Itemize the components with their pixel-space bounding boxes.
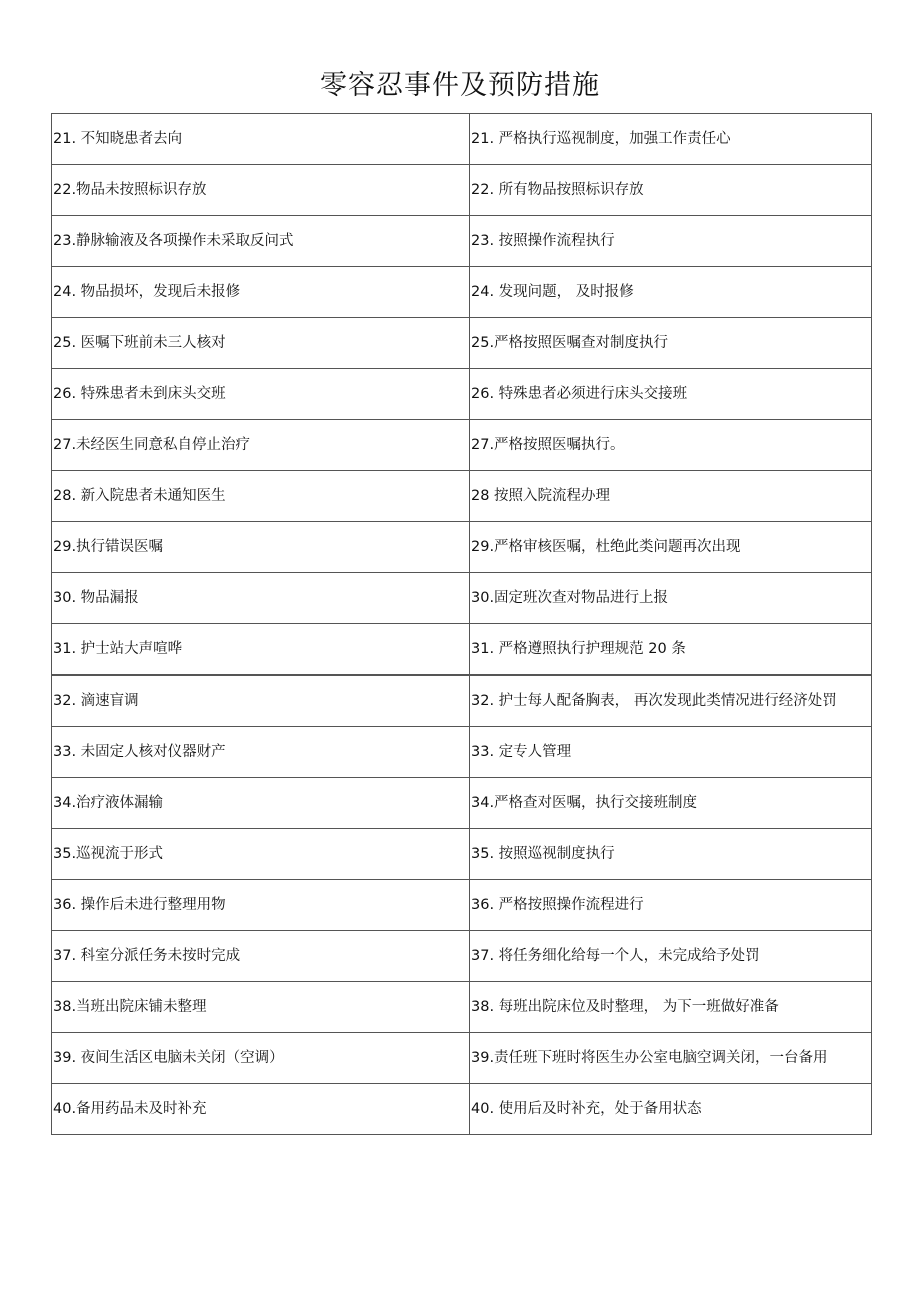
- page-title: 零容忍事件及预防措施: [320, 70, 600, 101]
- event-cell: 25. 医嘱下班前未三人核对: [52, 318, 470, 369]
- measure-cell: 31. 严格遵照执行护理规范 20 条: [470, 624, 872, 676]
- table-row: [52, 880, 872, 931]
- event-cell: 40.备用药品未及时补充: [52, 1084, 470, 1135]
- event-cell: 35.巡视流于形式: [52, 829, 470, 880]
- table-row: [52, 829, 872, 880]
- event-cell: 39. 夜间生活区电脑未关闭（空调）: [52, 1033, 470, 1084]
- event-cell: 23.静脉输液及各项操作未采取反问式: [52, 216, 470, 267]
- table-row: [52, 420, 872, 471]
- measure-cell: 35. 按照巡视制度执行: [470, 829, 872, 880]
- measure-cell: 38. 每班出院床位及时整理， 为下一班做好准备: [470, 982, 872, 1033]
- event-cell: 26. 特殊患者未到床头交班: [52, 369, 470, 420]
- table-body: [52, 114, 872, 1135]
- measure-cell: 40. 使用后及时补充，处于备用状态: [470, 1084, 872, 1135]
- measure-cell: 34.严格查对医嘱，执行交接班制度: [470, 778, 872, 829]
- table-row: [52, 573, 872, 624]
- event-cell: 38.当班出院床铺未整理: [52, 982, 470, 1033]
- event-cell: 31. 护士站大声喧哗: [52, 624, 470, 676]
- event-cell: 27.未经医生同意私自停止治疗: [52, 420, 470, 471]
- event-cell: 30. 物品漏报: [52, 573, 470, 624]
- event-cell: 32. 滴速盲调: [52, 675, 470, 727]
- event-cell: 34.治疗液体漏输: [52, 778, 470, 829]
- measure-cell: 36. 严格按照操作流程进行: [470, 880, 872, 931]
- measure-cell: 22. 所有物品按照标识存放: [470, 165, 872, 216]
- measure-cell: 21. 严格执行巡视制度，加强工作责任心: [470, 114, 872, 165]
- table-row: [52, 216, 872, 267]
- measure-cell: 30.固定班次查对物品进行上报: [470, 573, 872, 624]
- event-cell: 37. 科室分派任务未按时完成: [52, 931, 470, 982]
- table-row: [52, 1033, 872, 1084]
- measure-cell: 27.严格按照医嘱执行。: [470, 420, 872, 471]
- measure-cell: 33. 定专人管理: [470, 727, 872, 778]
- table-row: [52, 1084, 872, 1135]
- event-cell: 36. 操作后未进行整理用物: [52, 880, 470, 931]
- table-row: [52, 114, 872, 165]
- table-row: [52, 931, 872, 982]
- events-measures-table: [51, 113, 872, 1135]
- measure-cell: 26. 特殊患者必须进行床头交接班: [470, 369, 872, 420]
- table-row: [52, 471, 872, 522]
- measure-cell: 24. 发现问题， 及时报修: [470, 267, 872, 318]
- table-row: [52, 267, 872, 318]
- table-row: [52, 778, 872, 829]
- table-row: [52, 165, 872, 216]
- measure-cell: 32. 护士每人配备胸表， 再次发现此类情况进行经济处罚: [470, 675, 872, 727]
- event-cell: 33. 未固定人核对仪器财产: [52, 727, 470, 778]
- table-row: [52, 675, 872, 727]
- table-row: [52, 727, 872, 778]
- measure-cell: 28 按照入院流程办理: [470, 471, 872, 522]
- measure-cell: 39.责任班下班时将医生办公室电脑空调关闭，一台备用: [470, 1033, 872, 1084]
- table-row: [52, 318, 872, 369]
- measure-cell: 25.严格按照医嘱查对制度执行: [470, 318, 872, 369]
- table-row: [52, 369, 872, 420]
- table-row: [52, 522, 872, 573]
- event-cell: 21. 不知晓患者去向: [52, 114, 470, 165]
- measure-cell: 29.严格审核医嘱，杜绝此类问题再次出现: [470, 522, 872, 573]
- event-cell: 29.执行错误医嘱: [52, 522, 470, 573]
- table-row: [52, 624, 872, 676]
- event-cell: 24. 物品损坏，发现后未报修: [52, 267, 470, 318]
- event-cell: 28. 新入院患者未通知医生: [52, 471, 470, 522]
- event-cell: 22.物品未按照标识存放: [52, 165, 470, 216]
- measure-cell: 37. 将任务细化给每一个人，未完成给予处罚: [470, 931, 872, 982]
- measure-cell: 23. 按照操作流程执行: [470, 216, 872, 267]
- table-row: [52, 982, 872, 1033]
